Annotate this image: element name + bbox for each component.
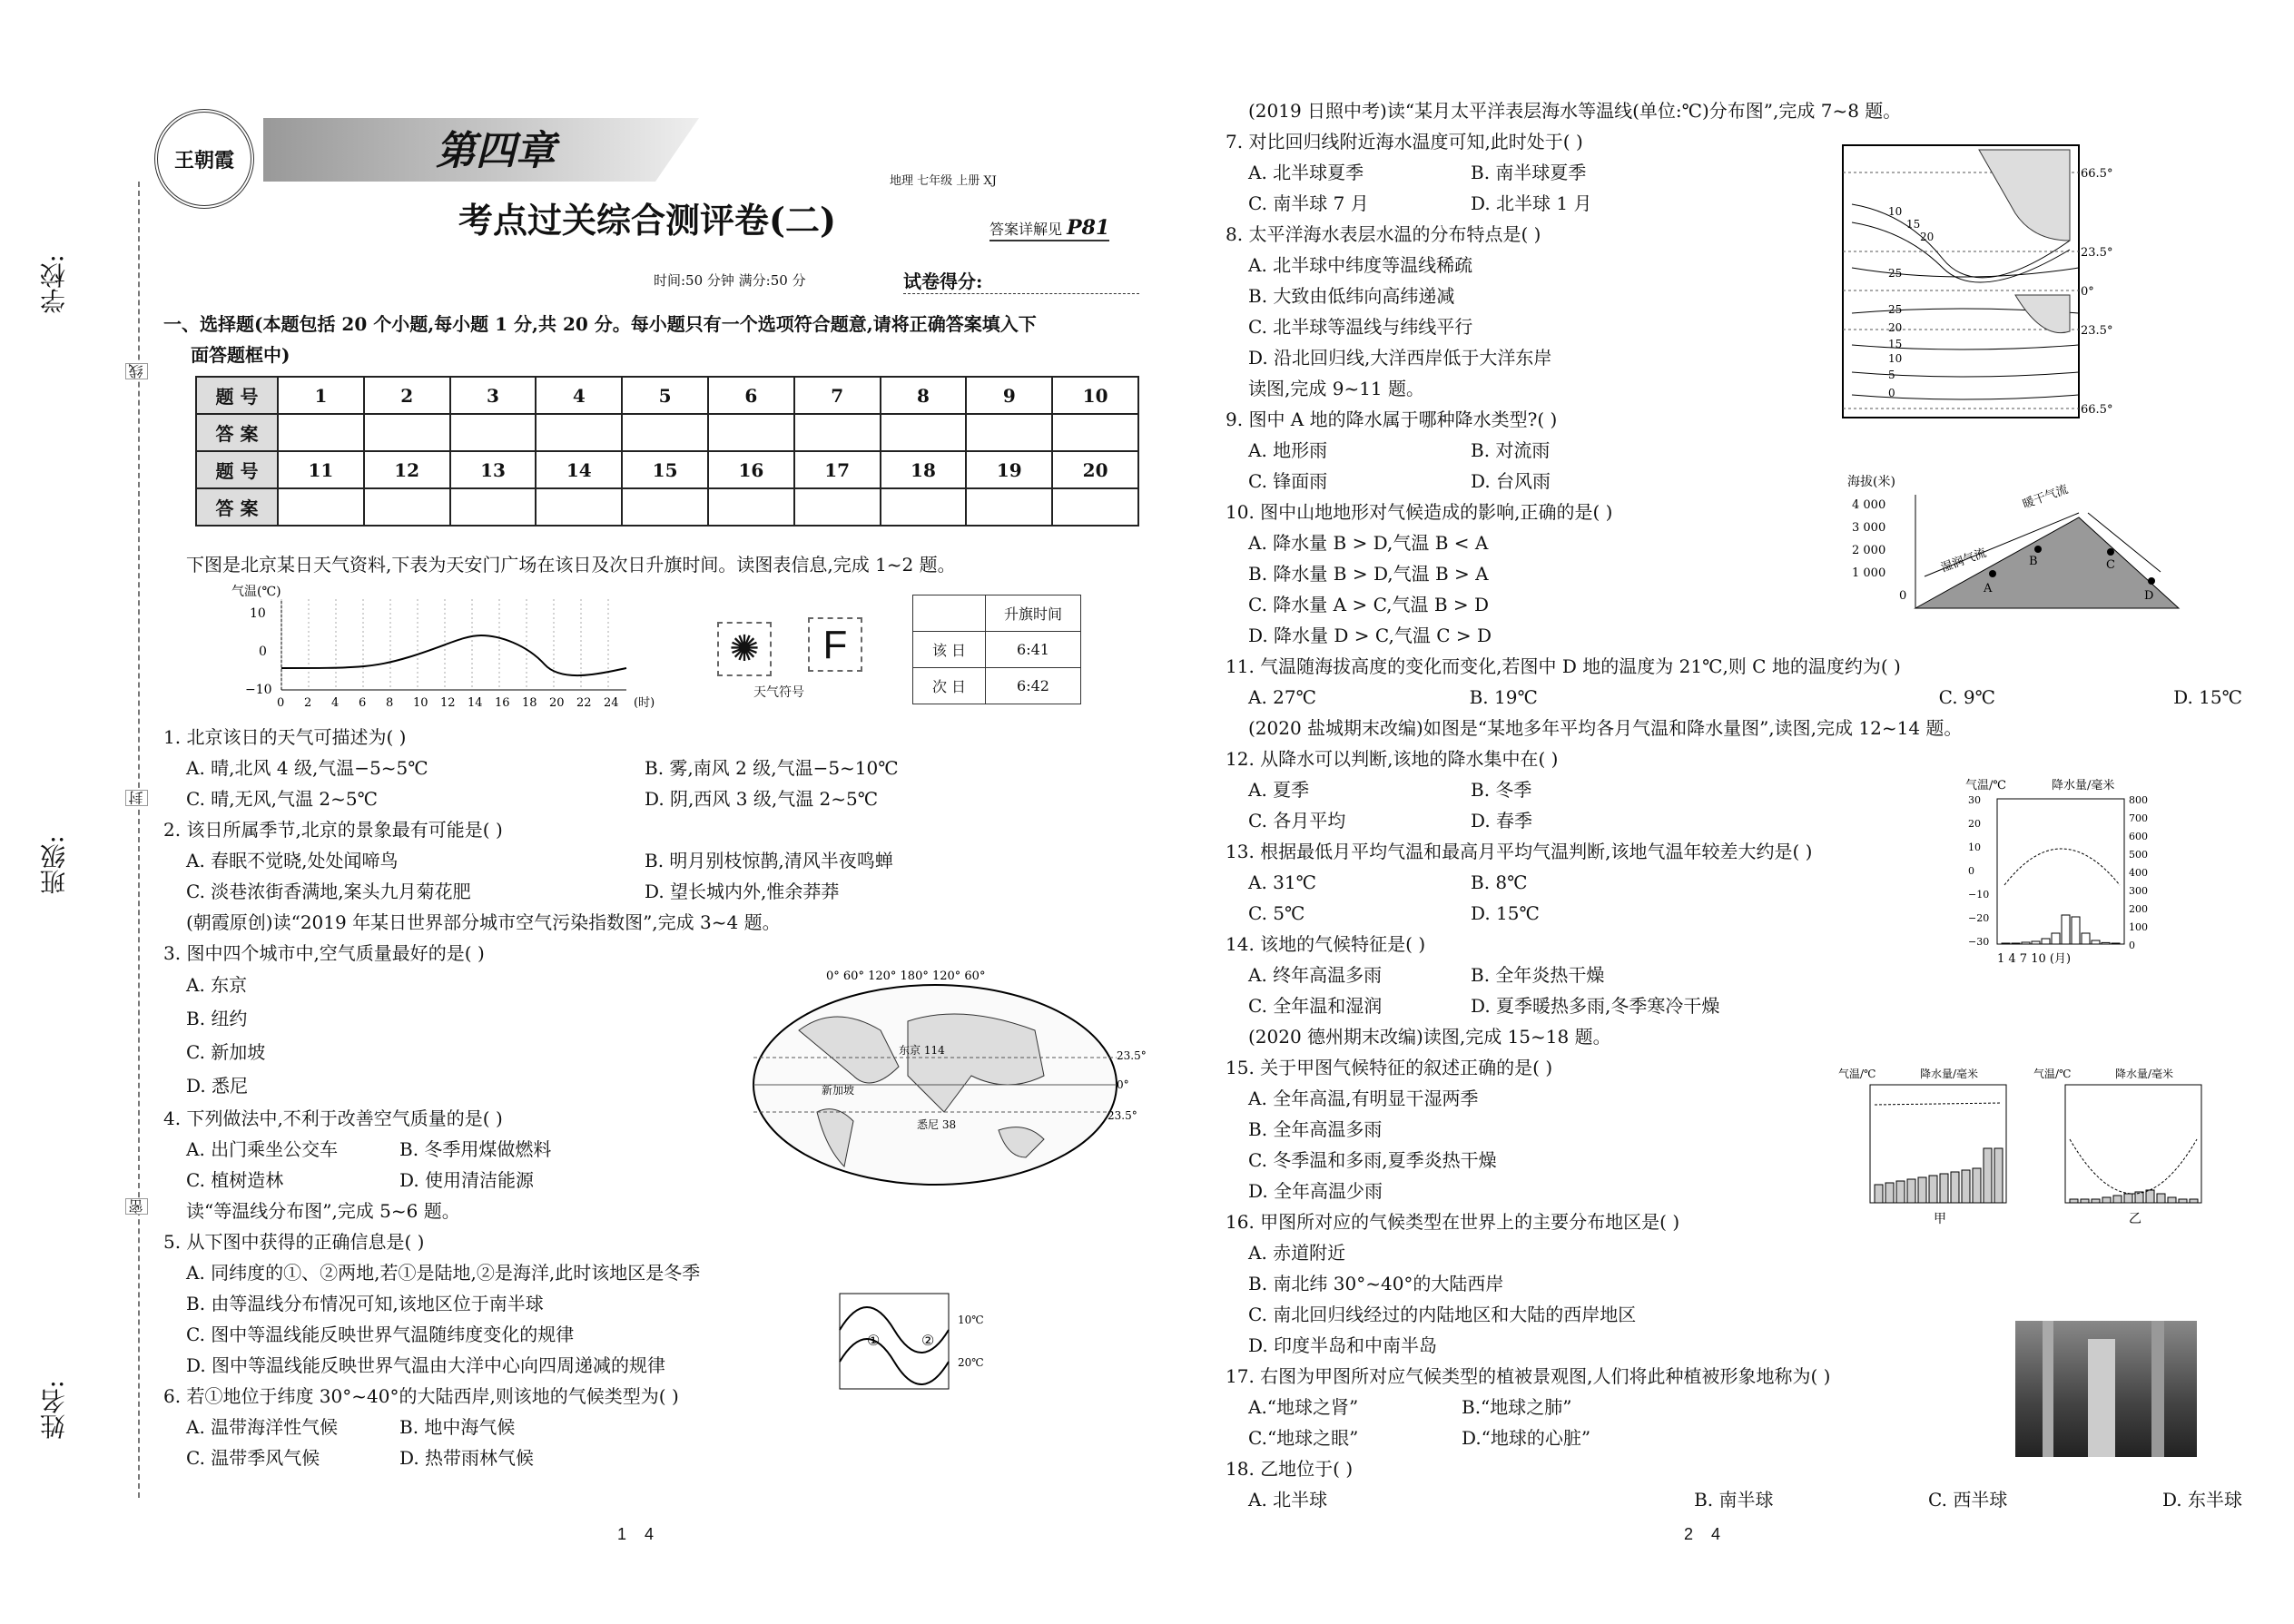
answer-cell[interactable] xyxy=(881,488,967,526)
question-text: 2. 该日所属季节,北京的景象最有可能是( ) xyxy=(163,819,503,841)
option[interactable]: B. 南北纬 30°~40°的大陆西岸 xyxy=(1248,1273,1504,1294)
option[interactable]: C. 5℃ xyxy=(1248,902,1305,924)
answer-cell[interactable] xyxy=(966,488,1052,526)
row-label: 题 号 xyxy=(196,451,278,488)
option[interactable]: B. 冬季 xyxy=(1471,779,1532,801)
precip-bar xyxy=(2022,942,2030,944)
question-number: 19 xyxy=(966,451,1052,488)
question-number: 13 xyxy=(450,451,537,488)
precip-bar xyxy=(2012,943,2020,944)
question-number: 9 xyxy=(966,377,1052,414)
tick-label: 400 xyxy=(2129,867,2148,879)
option[interactable]: B. 19℃ xyxy=(1469,686,1538,708)
precip-bar xyxy=(2112,943,2120,944)
option[interactable]: A. 同纬度的①、②两地,若①是陆地,②是海洋,此时该地区是冬季 xyxy=(186,1262,701,1284)
tick-label: 800 xyxy=(2129,794,2148,806)
tick-label: 10 xyxy=(1968,842,1981,853)
answer-grid xyxy=(195,376,1139,527)
option[interactable]: C. 西半球 xyxy=(1928,1489,2008,1511)
precip-bar xyxy=(1907,1179,1915,1203)
point-label: ① xyxy=(867,1332,881,1349)
option[interactable]: A. 27℃ xyxy=(1248,686,1316,708)
tick-label: 20 xyxy=(549,696,565,710)
map-longitudes: 0° 60° 120° 180° 120° 60° xyxy=(826,969,986,983)
option[interactable]: B. 对流雨 xyxy=(1471,439,1551,461)
answer-cell[interactable] xyxy=(278,414,364,451)
tick-label: 30 xyxy=(1968,794,1981,806)
chart-ylabel: 气温(℃) xyxy=(231,585,281,599)
answer-cell[interactable] xyxy=(536,488,622,526)
tick-label: 6 xyxy=(359,696,367,710)
option[interactable]: C. 降水量 A > C,气温 B > D xyxy=(1248,594,1490,615)
option[interactable]: A. 夏季 xyxy=(1248,779,1310,801)
isotherm-diagram xyxy=(835,1289,984,1398)
option[interactable]: D. 印度半岛和中南半岛 xyxy=(1248,1334,1438,1356)
precip-bar xyxy=(2146,1190,2154,1203)
precip-bar xyxy=(2190,1199,2198,1203)
tick-label: 20 xyxy=(1968,818,1981,830)
option[interactable]: A. 温带海洋性气候 xyxy=(186,1416,339,1438)
option[interactable]: D. 使用清洁能源 xyxy=(399,1169,535,1191)
precip-bar xyxy=(2113,1196,2122,1203)
option[interactable]: B. 纽约 xyxy=(186,1008,248,1029)
option[interactable]: C. 南北回归线经过的内陆地区和大陆的西岸地区 xyxy=(1248,1304,1637,1325)
option[interactable]: D. 台风雨 xyxy=(1471,470,1551,492)
axis-label: 降水量/毫米 xyxy=(1920,1068,1979,1080)
section-title-cont: 面答题框中) xyxy=(191,344,290,366)
row-label: 题 号 xyxy=(196,377,278,414)
lat-label: 0° xyxy=(2081,285,2094,299)
mountain-diagram xyxy=(1843,472,2188,617)
lat-label: 23.5° xyxy=(2081,324,2113,338)
option[interactable]: C. 植树造林 xyxy=(186,1169,284,1191)
option[interactable]: A. 北半球 xyxy=(1248,1489,1328,1511)
question-text: 18. 乙地位于( ) xyxy=(1226,1458,1354,1480)
point-label: C xyxy=(2106,558,2115,572)
airflow-label: 湿润气流 xyxy=(1939,546,1989,576)
precip-bar xyxy=(1875,1185,1883,1203)
question-text: 1. 北京该日的天气可描述为( ) xyxy=(163,726,407,748)
question-number: 4 xyxy=(536,377,622,414)
isotherm-value: 25 xyxy=(1888,303,1903,316)
lat-label: 23.5° xyxy=(1117,1049,1147,1062)
precip-bar xyxy=(2062,915,2070,944)
point-label: B xyxy=(2029,555,2038,568)
weather-symbol-label: 天气符号 xyxy=(753,685,804,700)
question-number: 10 xyxy=(1052,377,1138,414)
lat-label: 66.5° xyxy=(2081,167,2113,181)
isotherm-value: 25 xyxy=(1888,267,1903,280)
option[interactable]: D. 全年高温少雨 xyxy=(1248,1180,1383,1202)
tick-label: 24 xyxy=(604,696,619,710)
chart-xunit: (时) xyxy=(634,696,655,710)
lat-label: 66.5° xyxy=(2081,403,2113,417)
option[interactable]: C. 图中等温线能反映世界气温随纬度变化的规律 xyxy=(186,1324,575,1345)
option[interactable]: C. 淡巷浓街香满地,案头九月菊花肥 xyxy=(186,881,471,902)
tick-label: 10 xyxy=(413,696,428,710)
question-number: 20 xyxy=(1052,451,1138,488)
tick-label: 14 xyxy=(468,696,483,710)
tick-label: −10 xyxy=(245,683,272,697)
isotherm-value: 0 xyxy=(1888,387,1895,399)
option[interactable]: B. 降水量 B > D,气温 B > A xyxy=(1248,563,1489,585)
seal-mark: 线 xyxy=(125,363,148,379)
question-intro: 读“等温线分布图”,完成 5~6 题。 xyxy=(186,1200,460,1222)
answer-cell[interactable] xyxy=(622,414,708,451)
option[interactable]: D.“地球的心脏” xyxy=(1462,1427,1591,1449)
option[interactable]: B.“地球之肺” xyxy=(1462,1396,1572,1418)
question-number: 17 xyxy=(794,451,881,488)
question-number: 14 xyxy=(536,451,622,488)
precip-bar xyxy=(2179,1199,2187,1203)
tick-label: −20 xyxy=(1968,912,1990,924)
isotherm-value: 10 xyxy=(1888,205,1903,218)
axis-label: 降水量/毫米 xyxy=(2115,1068,2174,1080)
isotherm-value: 15 xyxy=(1906,218,1921,231)
question-text: 13. 根据最低月平均气温和最高月平均气温判断,该地气温年较差大约是( ) xyxy=(1226,841,1813,862)
city-label: 东京 114 xyxy=(899,1044,945,1057)
precip-bar xyxy=(2081,1199,2089,1203)
precip-bar xyxy=(1951,1172,1959,1203)
publisher-logo: 王朝霞 xyxy=(154,109,254,209)
question-number: 16 xyxy=(708,451,794,488)
option[interactable]: D. 热带雨林气候 xyxy=(399,1447,535,1469)
score-field[interactable]: 试卷得分: xyxy=(903,267,1139,294)
precip-bar xyxy=(1929,1176,1937,1203)
tick-label: −10 xyxy=(1968,889,1990,901)
question-intro: (2019 日照中考)读“某月太平洋表层海水等温线(单位:℃)分布图”,完成 7~8 题。 xyxy=(1248,100,1902,122)
option[interactable]: A. 北半球夏季 xyxy=(1248,162,1364,183)
answer-cell[interactable] xyxy=(450,414,537,451)
binding-strip xyxy=(18,182,154,1498)
question-number: 12 xyxy=(364,451,450,488)
precip-bar xyxy=(2124,1194,2132,1203)
precip-bar xyxy=(1973,1168,1981,1203)
option[interactable]: C. 9℃ xyxy=(1938,686,1996,708)
precip-bar xyxy=(2168,1197,2176,1203)
question-number: 15 xyxy=(622,451,708,488)
option[interactable]: A. 出门乘坐公交车 xyxy=(186,1138,339,1160)
temperature-curve xyxy=(281,635,626,675)
subject-meta: 地理 七年级 上册 XJ xyxy=(890,174,997,188)
precip-bar xyxy=(1984,1148,1992,1203)
option[interactable]: B. 由等温线分布情况可知,该地区位于南半球 xyxy=(186,1293,544,1314)
option[interactable]: C. 全年温和湿润 xyxy=(1248,995,1383,1017)
option[interactable]: D. 阴,西风 3 级,气温 2~5℃ xyxy=(645,788,879,810)
tick-label: 0 xyxy=(259,645,267,659)
question-number: 7 xyxy=(794,377,881,414)
option[interactable]: B. 地中海气候 xyxy=(399,1416,516,1438)
tick-label: 12 xyxy=(440,696,456,710)
fog-symbol: F xyxy=(808,617,862,672)
option[interactable]: C. 新加坡 xyxy=(186,1041,266,1063)
precip-bar xyxy=(2072,917,2080,944)
tick-label: 2 xyxy=(304,696,312,710)
chart-title: 甲 xyxy=(1934,1212,1946,1226)
table-cell: 6:41 xyxy=(986,632,1081,668)
question-text: 14. 该地的气候特征是( ) xyxy=(1226,933,1426,955)
point-label: ② xyxy=(921,1332,935,1349)
isotherm-value: 15 xyxy=(1888,338,1903,350)
tick-label: 22 xyxy=(576,696,592,710)
isotherm-label: 10℃ xyxy=(958,1314,984,1326)
question-text: 3. 图中四个城市中,空气质量最好的是( ) xyxy=(163,942,485,964)
question-intro: 读图,完成 9~11 题。 xyxy=(1248,378,1425,399)
question-text: 7. 对比回归线附近海水温度可知,此时处于( ) xyxy=(1226,131,1583,153)
page-number: 1 4 xyxy=(617,1525,655,1543)
question-number: 11 xyxy=(278,451,364,488)
option[interactable]: A. 全年高温,有明显干湿两季 xyxy=(1248,1088,1479,1109)
option[interactable]: A. 东京 xyxy=(186,974,248,996)
question-number: 18 xyxy=(881,451,967,488)
city-label: 新加坡 xyxy=(822,1084,855,1097)
answer-cell[interactable] xyxy=(708,414,794,451)
question-intro: (2020 德州期末改编)读图,完成 15~18 题。 xyxy=(1248,1026,1611,1048)
sun-icon: ✺ xyxy=(717,622,772,676)
tick-label: 500 xyxy=(2129,849,2148,861)
precip-bar xyxy=(1962,1170,1970,1203)
chapter-title: 第四章 xyxy=(436,128,556,174)
table-cell: 次 日 xyxy=(913,668,986,704)
option[interactable]: B. 全年高温多雨 xyxy=(1248,1118,1383,1140)
question-text: 4. 下列做法中,不利于改善空气质量的是( ) xyxy=(163,1107,503,1129)
option[interactable]: C. 温带季风气候 xyxy=(186,1447,320,1469)
precip-bar xyxy=(2002,943,2010,944)
axis-label: 海拔(米) xyxy=(1847,475,1895,489)
answer-cell[interactable] xyxy=(536,414,622,451)
tick-label: 18 xyxy=(522,696,537,710)
question-text: 6. 若①地位于纬度 30°~40°的大陆西岸,则该地的气候类型为( ) xyxy=(163,1385,679,1407)
axis-label: 气温/℃ xyxy=(2033,1068,2072,1080)
answer-cell[interactable] xyxy=(708,488,794,526)
isotherm-value: 20 xyxy=(1888,321,1903,334)
climate-chart-jia xyxy=(1834,1067,2052,1225)
option[interactable]: D. 北半球 1 月 xyxy=(1471,192,1592,214)
option[interactable]: D. 夏季暖热多雨,冬季寒冷干燥 xyxy=(1471,995,1720,1017)
question-number: 5 xyxy=(622,377,708,414)
point-label: D xyxy=(2144,589,2154,603)
seal-mark: 密 xyxy=(125,1198,148,1215)
option[interactable]: A. 降水量 B > D,气温 B < A xyxy=(1248,532,1489,554)
answer-cell[interactable] xyxy=(794,488,881,526)
question-text: 11. 气温随海拔高度的变化而变化,若图中 D 地的温度为 21℃,则 C 地的温度约为( ) xyxy=(1226,655,1901,677)
isotherm-value: 10 xyxy=(1888,352,1903,365)
lat-label: 23.5° xyxy=(1108,1109,1137,1122)
question-text: 15. 关于甲图气候特征的叙述正确的是( ) xyxy=(1226,1057,1553,1078)
option[interactable]: D. 东半球 xyxy=(2161,1489,2242,1511)
answer-cell[interactable] xyxy=(794,414,881,451)
precip-bar xyxy=(2092,940,2100,944)
isotherm-value: 20 xyxy=(1920,231,1935,243)
option[interactable]: A. 晴,北风 4 级,气温−5~5℃ xyxy=(186,757,428,779)
isotherm-value: 5 xyxy=(1888,369,1895,381)
option[interactable]: C.“地球之眼” xyxy=(1248,1427,1359,1449)
precip-bar xyxy=(2070,1199,2078,1203)
axis-label: 气温/℃ xyxy=(1965,779,2006,792)
option[interactable]: C. 晴,无风,气温 2~5℃ xyxy=(186,788,378,810)
precip-bar xyxy=(2042,939,2050,944)
option[interactable]: D. 15℃ xyxy=(2173,686,2242,708)
pacific-sst-map xyxy=(1834,141,2124,431)
question-number: 6 xyxy=(708,377,794,414)
tick-label: 0 xyxy=(1899,589,1907,603)
option[interactable]: D. 悉尼 xyxy=(186,1075,249,1097)
precip-bar xyxy=(2082,933,2090,944)
question-intro: (2020 盐城期末改编)如图是“某地多年平均各月气温和降水量图”,读图,完成 12~14 题。 xyxy=(1248,717,1963,739)
tick-label: 0 xyxy=(277,696,285,710)
answer-cell[interactable] xyxy=(1052,414,1138,451)
precip-bar xyxy=(2052,933,2060,944)
table-cell: 6:42 xyxy=(986,668,1081,704)
precip-bar xyxy=(2032,941,2040,944)
option[interactable]: C. 各月平均 xyxy=(1248,810,1346,832)
lat-label: 23.5° xyxy=(2081,246,2113,260)
option[interactable]: B. 雾,南风 2 级,气温−5~10℃ xyxy=(645,757,899,779)
temperature-chart xyxy=(227,581,699,717)
option[interactable]: D. 降水量 D > C,气温 C > D xyxy=(1248,625,1492,646)
question-text: 12. 从降水可以判断,该地的降水集中在( ) xyxy=(1226,748,1559,770)
option[interactable]: A. 31℃ xyxy=(1248,871,1316,893)
precip-bar xyxy=(2157,1194,2165,1203)
section-title: 一、选择题(本题包括 20 个小题,每小题 1 分,共 20 分。每小题只有一个选项符合题意,请将正确答案填入下 xyxy=(163,313,1037,335)
answer-cell[interactable] xyxy=(1052,488,1138,526)
tick-label: 0 xyxy=(2129,940,2135,951)
precip-bar xyxy=(1885,1183,1894,1203)
question-number: 8 xyxy=(881,377,967,414)
tick-label: 200 xyxy=(2129,903,2148,915)
row-label: 答 案 xyxy=(196,488,278,526)
axis-label: 降水量/毫米 xyxy=(2052,779,2115,792)
option[interactable]: B. 冬季用煤做燃料 xyxy=(399,1138,552,1160)
answer-cell[interactable] xyxy=(881,414,967,451)
option[interactable]: C. 锋面雨 xyxy=(1248,470,1328,492)
answer-cell[interactable] xyxy=(364,488,450,526)
point-label: A xyxy=(1984,582,1993,595)
axis-xlabel: 1 4 7 10 (月) xyxy=(1997,952,2072,966)
city-label: 悉尼 38 xyxy=(917,1118,957,1131)
tick-label: 1 000 xyxy=(1852,566,1886,580)
question-intro: 下图是北京某日天气资料,下表为天安门广场在该日及次日升旗时间。读图表信息,完成 1~2 题。 xyxy=(186,554,956,576)
question-text: 8. 太平洋海水表层水温的分布特点是( ) xyxy=(1226,223,1541,245)
answer-cell[interactable] xyxy=(278,488,364,526)
tick-label: 8 xyxy=(386,696,394,710)
lat-label: 0° xyxy=(1117,1078,1129,1091)
option[interactable]: C. 冬季温和多雨,夏季炎热干燥 xyxy=(1248,1149,1497,1171)
tick-label: 700 xyxy=(2129,812,2148,824)
answer-cell[interactable] xyxy=(966,414,1052,451)
flag-raising-table xyxy=(912,595,1081,704)
question-text: 10. 图中山地地形对气候造成的影响,正确的是( ) xyxy=(1226,501,1613,523)
answer-cell[interactable] xyxy=(450,488,537,526)
class-label: 班级: xyxy=(39,835,69,895)
option[interactable]: C. 南半球 7 月 xyxy=(1248,192,1369,214)
precip-bar xyxy=(1940,1174,1948,1203)
option[interactable]: B. 南半球 xyxy=(1694,1489,1774,1511)
question-text: 16. 甲图所对应的气候类型在世界上的主要分布地区是( ) xyxy=(1226,1211,1680,1233)
precip-bar xyxy=(1896,1181,1905,1203)
isotherm-label: 20℃ xyxy=(958,1356,984,1369)
question-number: 2 xyxy=(364,377,450,414)
table-cell: 该 日 xyxy=(913,632,986,668)
exam-title: 考点过关综合测评卷(二) xyxy=(458,200,836,241)
option[interactable]: D. 15℃ xyxy=(1471,902,1540,924)
climate-chart-yi xyxy=(2029,1067,2247,1225)
option[interactable]: D. 春季 xyxy=(1471,810,1533,832)
seal-mark: 封 xyxy=(125,790,148,806)
question-number: 3 xyxy=(450,377,537,414)
precip-bar xyxy=(1918,1177,1926,1203)
tick-label: −30 xyxy=(1968,936,1990,948)
question-text: 9. 图中 A 地的降水属于哪种降水类型?( ) xyxy=(1226,408,1558,430)
option[interactable]: A. 北半球中纬度等温线稀疏 xyxy=(1248,254,1473,276)
row-label: 答 案 xyxy=(196,414,278,451)
name-label: 姓名: xyxy=(39,1380,69,1440)
rainforest-photo xyxy=(2015,1321,2197,1457)
tick-label: 4 000 xyxy=(1852,498,1886,512)
answer-reference: 答案详解见 P81 xyxy=(989,216,1110,240)
tick-label: 10 xyxy=(250,606,266,621)
tick-label: 16 xyxy=(495,696,510,710)
option[interactable]: C. 北半球等温线与纬线平行 xyxy=(1248,316,1473,338)
option[interactable]: B. 大致由低纬向高纬递减 xyxy=(1248,285,1455,307)
precip-bar xyxy=(2092,1199,2100,1203)
option[interactable]: A. 赤道附近 xyxy=(1248,1242,1346,1264)
time-score: 时间:50 分钟 满分:50 分 xyxy=(654,272,806,289)
question-number: 1 xyxy=(278,377,364,414)
climate-chart-main xyxy=(1961,776,2179,971)
tick-label: 3 000 xyxy=(1852,521,1886,535)
chart-title: 乙 xyxy=(2129,1212,2141,1226)
tick-label: 4 xyxy=(331,696,340,710)
option[interactable]: B. 南半球夏季 xyxy=(1471,162,1587,183)
tick-label: 600 xyxy=(2129,831,2148,842)
option[interactable]: A.“地球之肾” xyxy=(1248,1396,1359,1418)
world-pollution-map xyxy=(744,967,1147,1194)
option[interactable]: D. 图中等温线能反映世界气温由大洋中心向四周递减的规律 xyxy=(186,1354,666,1376)
question-text: 5. 从下图中获得的正确信息是( ) xyxy=(163,1231,425,1253)
school-label: 学校: xyxy=(39,254,69,314)
option[interactable]: A. 终年高温多雨 xyxy=(1248,964,1383,986)
option[interactable]: A. 地形雨 xyxy=(1248,439,1328,461)
tick-label: 100 xyxy=(2129,921,2148,933)
option[interactable]: A. 春眠不觉晓,处处闻啼鸟 xyxy=(186,850,399,871)
answer-cell[interactable] xyxy=(622,488,708,526)
answer-cell[interactable] xyxy=(364,414,450,451)
option[interactable]: B. 8℃ xyxy=(1471,871,1528,893)
page-number: 2 4 xyxy=(1684,1525,1721,1543)
option[interactable]: B. 全年炎热干燥 xyxy=(1471,964,1605,986)
tick-label: 2 000 xyxy=(1852,544,1886,557)
precip-bar xyxy=(2102,942,2110,944)
precip-bar xyxy=(1994,1148,2003,1203)
axis-label: 气温/℃ xyxy=(1838,1068,1876,1080)
question-text: 17. 右图为甲图所对应气候类型的植被景观图,人们将此种植被形象地称为( ) xyxy=(1226,1365,1831,1387)
option[interactable]: D. 沿北回归线,大洋西岸低于大洋东岸 xyxy=(1248,347,1552,369)
option[interactable]: B. 明月别枝惊鹊,清风半夜鸣蝉 xyxy=(645,850,893,871)
airflow-label: 暖干气流 xyxy=(2021,482,2071,512)
precip-bar xyxy=(2102,1197,2111,1203)
tick-label: 0 xyxy=(1968,865,1974,877)
option[interactable]: D. 望长城内外,惟余莽莽 xyxy=(645,881,840,902)
question-intro: (朝霞原创)读“2019 年某日世界部分城市空气污染指数图”,完成 3~4 题。 xyxy=(186,911,781,933)
table-header: 升旗时间 xyxy=(986,595,1081,632)
tick-label: 300 xyxy=(2129,885,2148,897)
